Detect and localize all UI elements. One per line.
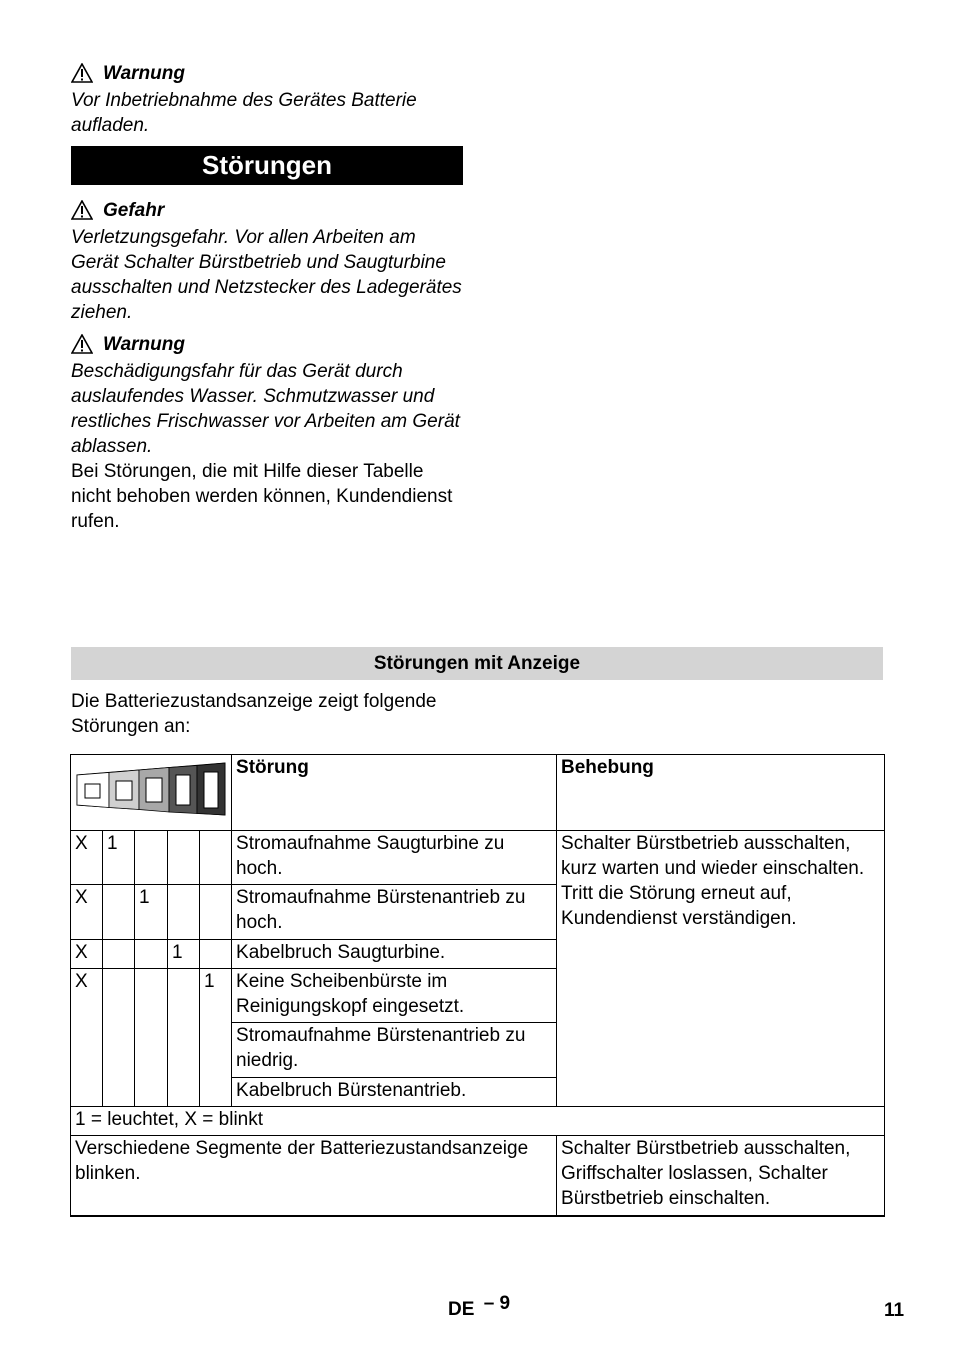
segment-cell: 1 xyxy=(135,885,168,940)
intro-text: Die Batteriezustandsanzeige zeigt folgende Störungen an: xyxy=(71,691,437,737)
segment-cell xyxy=(135,940,168,969)
segment-cell xyxy=(168,969,200,1107)
fault-cell: Verschiedene Segmente der Batteriezustandsanzeige blinken. xyxy=(71,1136,557,1216)
warning-label: Warnung xyxy=(103,333,185,355)
footer-lang: DE xyxy=(448,1299,475,1320)
warning-triangle-icon xyxy=(71,63,93,83)
subsection-title: Störungen mit Anzeige xyxy=(71,647,883,680)
warning-triangle-icon xyxy=(71,334,93,354)
warning-text: Beschädigungsfahr für das Gerät durch auslaufendes Wasser. Schmutzwasser und restliches Frischwasser vor Arbeiten am Gerät ablassen. xyxy=(71,361,460,457)
battery-segments-icon xyxy=(73,761,227,817)
remedy-cell: Schalter Bürstbetrieb ausschalten, kurz warten und wieder einschalten. Tritt die Störung erneut auf, Kundendienst verständigen. xyxy=(557,831,885,1107)
legend-row xyxy=(71,1107,885,1136)
segment-cell xyxy=(200,831,232,885)
fault-cell: Kabelbruch Bürstenantrieb. xyxy=(232,1078,557,1107)
note-text: Bei Störungen, die mit Hilfe dieser Tabelle nicht behoben werden können, Kundendienst rufen. xyxy=(71,461,453,532)
table-header-row xyxy=(71,755,885,831)
segment-cell xyxy=(103,940,135,969)
warning-heading xyxy=(71,329,463,359)
legend-cell: 1 = leuchtet, X = blinkt xyxy=(71,1107,885,1136)
danger-label: Gefahr xyxy=(103,199,165,221)
fault-cell: Stromaufnahme Bürstenantrieb zu hoch. xyxy=(232,885,557,940)
footer-dash: – xyxy=(483,1293,495,1314)
segment-cell xyxy=(103,885,135,940)
segment-cell xyxy=(168,831,200,885)
fault-table xyxy=(70,754,885,1217)
table-row xyxy=(71,831,885,885)
danger-text: Verletzungsgefahr. Vor allen Arbeiten am Gerät Schalter Bürstbetrieb und Saugturbine ausschalten und Netzstecker des Ladegerätes ziehen. xyxy=(71,227,462,323)
segment-cell: X xyxy=(71,885,103,940)
segment-cell: 1 xyxy=(200,969,232,1107)
warning-label: Warnung xyxy=(103,62,185,84)
battery-indicator-cell xyxy=(71,755,232,831)
segment-cell xyxy=(135,969,168,1107)
fault-cell: Stromaufnahme Saugturbine zu hoch. xyxy=(232,831,557,885)
segment-cell xyxy=(168,885,200,940)
page-number: 11 xyxy=(884,1300,905,1321)
segment-cell xyxy=(135,831,168,885)
danger-heading xyxy=(71,195,463,225)
remedy-cell: Schalter Bürstbetrieb ausschalten, Griffschalter loslassen, Schalter Bürstbetrieb einschalten. xyxy=(557,1136,885,1216)
warning-text: Vor Inbetriebnahme des Gerätes Batterie aufladen. xyxy=(71,90,417,136)
warning-heading xyxy=(71,58,463,88)
segment-cell xyxy=(103,969,135,1107)
segment-cell: X xyxy=(71,831,103,885)
segment-cell: 1 xyxy=(103,831,135,885)
fault-cell: Keine Scheibenbürste im Reinigungskopf eingesetzt. xyxy=(232,969,557,1023)
fault-cell: Stromaufnahme Bürstenantrieb zu niedrig. xyxy=(232,1023,557,1078)
segment-cell xyxy=(200,885,232,940)
segment-cell xyxy=(200,940,232,969)
footer-subpage xyxy=(484,1293,510,1314)
footer-language xyxy=(448,1293,511,1322)
segment-cell: 1 xyxy=(168,940,200,969)
left-column xyxy=(71,58,463,534)
warning-triangle-icon xyxy=(71,200,93,220)
header-fault: Störung xyxy=(232,755,557,831)
segment-cell: X xyxy=(71,940,103,969)
table-row xyxy=(71,1136,885,1216)
segment-cell: X xyxy=(71,969,103,1107)
header-remedy: Behebung xyxy=(557,755,885,831)
footer-subpage-number: 9 xyxy=(499,1293,511,1314)
section-title: Störungen xyxy=(71,146,463,185)
fault-cell: Kabelbruch Saugturbine. xyxy=(232,940,557,969)
